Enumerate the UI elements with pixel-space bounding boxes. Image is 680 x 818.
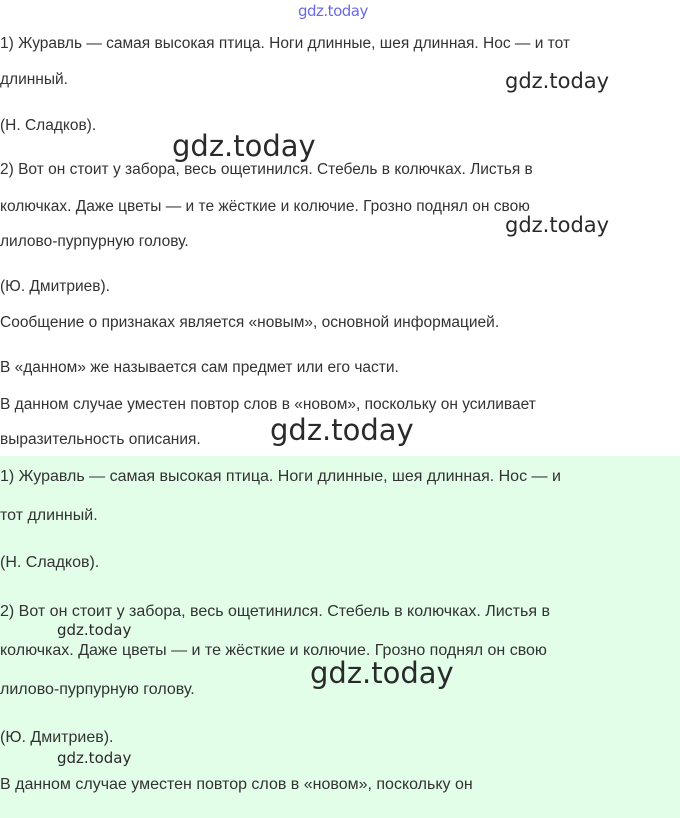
task-line: лилово-пурпурную голову. bbox=[0, 233, 189, 250]
answer-line: (Ю. Дмитриев). bbox=[0, 729, 114, 746]
site-logo[interactable]: gdz.today bbox=[298, 2, 368, 20]
task-line: 1) Журавль — самая высокая птица. Ноги длинные, шея длинная. Нос — и тот bbox=[0, 35, 570, 52]
watermark: gdz.today bbox=[505, 213, 610, 237]
task-line: (Н. Сладков). bbox=[0, 117, 97, 134]
watermark: gdz.today bbox=[172, 129, 316, 163]
task-line: длинный. bbox=[0, 71, 68, 88]
watermark: gdz.today bbox=[310, 656, 454, 690]
answer-line: тот длинный. bbox=[0, 507, 98, 524]
watermark: gdz.today bbox=[57, 621, 132, 639]
watermark: gdz.today bbox=[505, 69, 610, 93]
watermark: gdz.today bbox=[57, 749, 132, 767]
answer-line: 1) Журавль — самая высокая птица. Ноги длинные, шея длинная. Нос — и bbox=[0, 468, 561, 485]
answer-line: лилово-пурпурную голову. bbox=[0, 681, 195, 698]
task-line: Сообщение о признаках является «новым», основной информацией. bbox=[0, 314, 500, 331]
task-line: (Ю. Дмитриев). bbox=[0, 278, 110, 295]
answer-line: колючках. Даже цветы — и те жёсткие и колючие. Грозно поднял он свою bbox=[0, 642, 547, 659]
task-line: В «данном» же называется сам предмет или его части. bbox=[0, 359, 399, 376]
answer-line: (Н. Сладков). bbox=[0, 554, 100, 571]
answer-line: В данном случае уместен повтор слов в «новом», поскольку он bbox=[0, 776, 473, 793]
task-line: В данном случае уместен повтор слов в «новом», поскольку он усиливает bbox=[0, 396, 536, 413]
task-line: 2) Вот он стоит у забора, весь ощетинился. Стебель в колючках. Листья в bbox=[0, 161, 533, 178]
task-line: выразительность описания. bbox=[0, 431, 201, 448]
answer-line: 2) Вот он стоит у забора, весь ощетинился. Стебель в колючках. Листья в bbox=[0, 603, 550, 620]
watermark: gdz.today bbox=[270, 413, 414, 447]
task-line: колючках. Даже цветы — и те жёсткие и колючие. Грозно поднял он свою bbox=[0, 198, 530, 215]
